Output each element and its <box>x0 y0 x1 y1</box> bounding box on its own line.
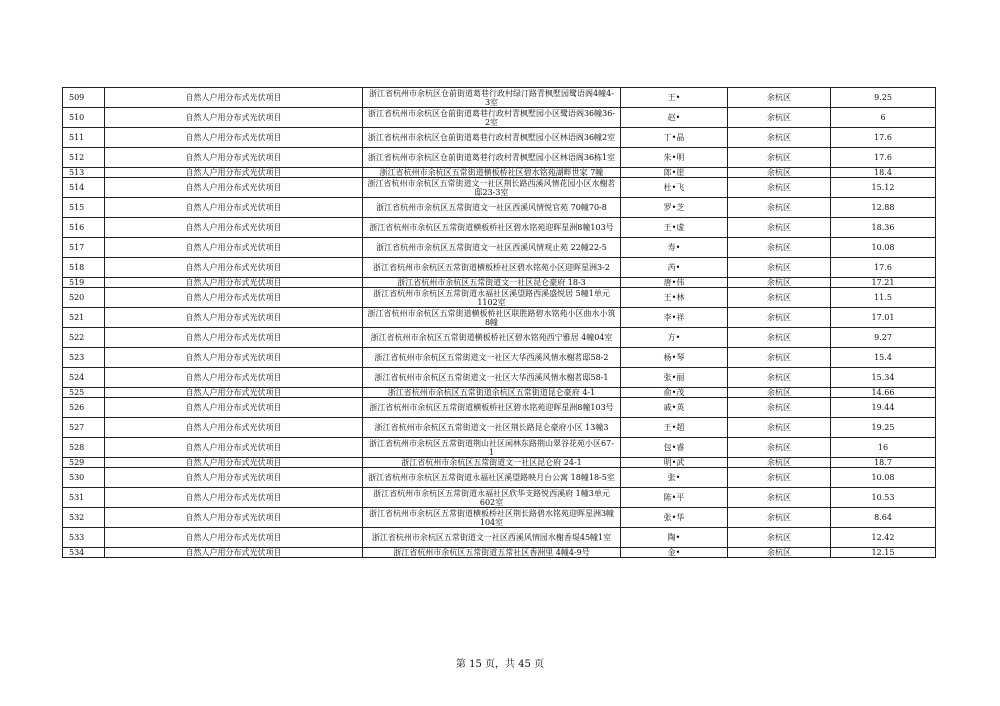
district-cell: 余杭区 <box>728 548 831 558</box>
district-cell: 余杭区 <box>728 288 831 308</box>
owner-name-cell: 张•丽 <box>621 368 728 388</box>
table-row <box>63 528 936 548</box>
district-cell: 余杭区 <box>728 398 831 418</box>
address-cell: 浙江省杭州市余杭区五常街道文一社区荆长路西溪风情花园小区水榭茗邸23-3室 <box>363 178 621 198</box>
owner-name-cell: 俞•茂 <box>621 388 728 398</box>
row-number-cell: 514 <box>63 178 105 198</box>
owner-name-cell: 王•虚 <box>621 218 728 238</box>
district-cell: 余杭区 <box>728 438 831 458</box>
district-cell: 余杭区 <box>728 108 831 128</box>
address-cell: 浙江省杭州市余杭区五常街道横板桥社区碧水铭苑迎晖星洲8幢103号 <box>363 398 621 418</box>
capacity-cell: 15.12 <box>831 178 936 198</box>
project-name-cell: 自然人户用分布式光伏项目 <box>105 548 363 558</box>
capacity-cell: 15.4 <box>831 348 936 368</box>
capacity-cell: 17.6 <box>831 128 936 148</box>
project-name-cell: 自然人户用分布式光伏项目 <box>105 148 363 168</box>
owner-name-cell: 寿• <box>621 238 728 258</box>
table-row <box>63 218 936 238</box>
project-name-cell: 自然人户用分布式光伏项目 <box>105 218 363 238</box>
table-row <box>63 398 936 418</box>
address-cell: 浙江省杭州市余杭区五常街道横板桥社区联胜路碧水铭苑小区曲水小筑8幢 <box>363 308 621 328</box>
capacity-cell: 9.27 <box>831 328 936 348</box>
row-number-cell: 523 <box>63 348 105 368</box>
district-cell: 余杭区 <box>728 128 831 148</box>
row-number-cell: 515 <box>63 198 105 218</box>
row-number-cell: 521 <box>63 308 105 328</box>
project-name-cell: 自然人户用分布式光伏项目 <box>105 438 363 458</box>
row-number-cell: 520 <box>63 288 105 308</box>
district-cell: 余杭区 <box>728 488 831 508</box>
row-number-cell: 510 <box>63 108 105 128</box>
row-number-cell: 527 <box>63 418 105 438</box>
row-number-cell: 519 <box>63 278 105 288</box>
table-row <box>63 438 936 458</box>
address-cell: 浙江省杭州市余杭区五常街道文一社区荆长路昆仑豪府小区 13幢3 <box>363 418 621 438</box>
district-cell: 余杭区 <box>728 528 831 548</box>
table-row <box>63 128 936 148</box>
district-cell: 余杭区 <box>728 328 831 348</box>
owner-name-cell: 包•睿 <box>621 438 728 458</box>
address-cell: 浙江省杭州市余杭区五常街道永福社区欣华支路悦西溪府 1幢3单元602室 <box>363 488 621 508</box>
row-number-cell: 513 <box>63 168 105 178</box>
row-number-cell: 511 <box>63 128 105 148</box>
table-row <box>63 178 936 198</box>
capacity-cell: 10.08 <box>831 468 936 488</box>
project-name-cell: 自然人户用分布式光伏项目 <box>105 108 363 128</box>
row-number-cell: 525 <box>63 388 105 398</box>
table-row <box>63 388 936 398</box>
document-page <box>62 87 935 558</box>
district-cell: 余杭区 <box>728 178 831 198</box>
project-name-cell: 自然人户用分布式光伏项目 <box>105 168 363 178</box>
owner-name-cell: 唐•伟 <box>621 278 728 288</box>
project-name-cell: 自然人户用分布式光伏项目 <box>105 88 363 108</box>
owner-name-cell: 张•华 <box>621 508 728 528</box>
capacity-cell: 12.15 <box>831 548 936 558</box>
capacity-cell: 17.6 <box>831 148 936 168</box>
address-cell: 浙江省杭州市余杭区仓前街道葛巷行政村青枫墅园小区林语阁36栋1室 <box>363 148 621 168</box>
project-name-cell: 自然人户用分布式光伏项目 <box>105 278 363 288</box>
address-cell: 浙江省杭州市余杭区五常街道横板桥社区碧水铭苑迎晖星洲8幢103号 <box>363 218 621 238</box>
table-row <box>63 258 936 278</box>
project-name-cell: 自然人户用分布式光伏项目 <box>105 528 363 548</box>
address-cell: 浙江省杭州市余杭区五常街道横板桥社区荆长路碧水铭苑迎晖星洲3幢104室 <box>363 508 621 528</box>
owner-name-cell: 罗•芝 <box>621 198 728 218</box>
table-row <box>63 278 936 288</box>
district-cell: 余杭区 <box>728 88 831 108</box>
owner-name-cell: 朱•明 <box>621 148 728 168</box>
row-number-cell: 533 <box>63 528 105 548</box>
address-cell: 浙江省杭州市余杭区仓前街道葛巷行政村青枫墅园小区鹭语阁36幢36-2室 <box>363 108 621 128</box>
district-cell: 余杭区 <box>728 348 831 368</box>
owner-name-cell: 王•林 <box>621 288 728 308</box>
capacity-cell: 19.25 <box>831 418 936 438</box>
owner-name-cell: 赵• <box>621 108 728 128</box>
address-cell: 浙江省杭州市余杭区五常街道永福社区溪望路西溪盛悦居 5幢1单元1102室 <box>363 288 621 308</box>
capacity-cell: 18.4 <box>831 168 936 178</box>
row-number-cell: 524 <box>63 368 105 388</box>
address-cell: 浙江省杭州市余杭区五常街道文一社区西溪风情观止苑 22幢22-5 <box>363 238 621 258</box>
row-number-cell: 532 <box>63 508 105 528</box>
owner-name-cell: 王•超 <box>621 418 728 438</box>
table-row <box>63 328 936 348</box>
capacity-cell: 14.66 <box>831 388 936 398</box>
address-cell: 浙江省杭州市余杭区仓前街道葛巷行政村青枫墅园小区林语阁36幢2室 <box>363 128 621 148</box>
table-row <box>63 308 936 328</box>
project-name-cell: 自然人户用分布式光伏项目 <box>105 128 363 148</box>
capacity-cell: 10.08 <box>831 238 936 258</box>
project-name-cell: 自然人户用分布式光伏项目 <box>105 328 363 348</box>
district-cell: 余杭区 <box>728 148 831 168</box>
owner-name-cell: 张• <box>621 468 728 488</box>
district-cell: 余杭区 <box>728 368 831 388</box>
district-cell: 余杭区 <box>728 238 831 258</box>
capacity-cell: 18.36 <box>831 218 936 238</box>
capacity-cell: 15.34 <box>831 368 936 388</box>
row-number-cell: 529 <box>63 458 105 468</box>
table-row <box>63 368 936 388</box>
project-name-cell: 自然人户用分布式光伏项目 <box>105 258 363 278</box>
row-number-cell: 522 <box>63 328 105 348</box>
row-number-cell: 516 <box>63 218 105 238</box>
project-name-cell: 自然人户用分布式光伏项目 <box>105 198 363 218</box>
owner-name-cell: 金• <box>621 548 728 558</box>
table-row <box>63 88 936 108</box>
row-number-cell: 534 <box>63 548 105 558</box>
project-name-cell: 自然人户用分布式光伏项目 <box>105 368 363 388</box>
row-number-cell: 512 <box>63 148 105 168</box>
capacity-cell: 18.7 <box>831 458 936 468</box>
address-cell: 浙江省杭州市余杭区五常街道横板桥社区碧水铭苑小区迎晖星洲3-2 <box>363 258 621 278</box>
capacity-cell: 12.88 <box>831 198 936 218</box>
district-cell: 余杭区 <box>728 258 831 278</box>
table-row <box>63 458 936 468</box>
owner-name-cell: 芮• <box>621 258 728 278</box>
owner-name-cell: 陈•平 <box>621 488 728 508</box>
capacity-cell: 19.44 <box>831 398 936 418</box>
table-row <box>63 108 936 128</box>
project-name-cell: 自然人户用分布式光伏项目 <box>105 458 363 468</box>
row-number-cell: 530 <box>63 468 105 488</box>
table-row <box>63 148 936 168</box>
table-row <box>63 238 936 258</box>
owner-name-cell: 王• <box>621 88 728 108</box>
table-row <box>63 468 936 488</box>
table-row <box>63 418 936 438</box>
table-row <box>63 198 936 218</box>
owner-name-cell: 郎•崖 <box>621 168 728 178</box>
address-cell: 浙江省杭州市余杭区五常街道永福社区溪望路映月台公寓 18幢18-5室 <box>363 468 621 488</box>
table-row <box>63 348 936 368</box>
capacity-cell: 16 <box>831 438 936 458</box>
project-table <box>62 87 936 558</box>
table-row <box>63 548 936 558</box>
district-cell: 余杭区 <box>728 388 831 398</box>
district-cell: 余杭区 <box>728 468 831 488</box>
owner-name-cell: 陶• <box>621 528 728 548</box>
district-cell: 余杭区 <box>728 308 831 328</box>
owner-name-cell: 李•祥 <box>621 308 728 328</box>
project-name-cell: 自然人户用分布式光伏项目 <box>105 488 363 508</box>
capacity-cell: 17.21 <box>831 278 936 288</box>
row-number-cell: 531 <box>63 488 105 508</box>
project-name-cell: 自然人户用分布式光伏项目 <box>105 308 363 328</box>
address-cell: 浙江省杭州市余杭区五常街道五常社区香洲里 4幢4-9号 <box>363 548 621 558</box>
district-cell: 余杭区 <box>728 278 831 288</box>
address-cell: 浙江省杭州市余杭区五常街道文一社区西溪风情园水榭香堤45幢1室 <box>363 528 621 548</box>
project-name-cell: 自然人户用分布式光伏项目 <box>105 288 363 308</box>
capacity-cell: 17.01 <box>831 308 936 328</box>
capacity-cell: 11.5 <box>831 288 936 308</box>
project-name-cell: 自然人户用分布式光伏项目 <box>105 178 363 198</box>
project-name-cell: 自然人户用分布式光伏项目 <box>105 508 363 528</box>
owner-name-cell: 方• <box>621 328 728 348</box>
page-footer: 第 15 页，共 45 页 <box>455 659 545 670</box>
table-row <box>63 508 936 528</box>
owner-name-cell: 杜•飞 <box>621 178 728 198</box>
address-cell: 浙江省杭州市余杭区五常街道荆山社区闲林东路荆山翠谷花苑小区67-1 <box>363 438 621 458</box>
address-cell: 浙江省杭州市余杭区五常街道文一社区西溪风情悦官苑 70幢70-8 <box>363 198 621 218</box>
table-row <box>63 168 936 178</box>
address-cell: 浙江省杭州市余杭区五常街道横板桥社区碧水铭苑湖畔世家 7幢 <box>363 168 621 178</box>
project-name-cell: 自然人户用分布式光伏项目 <box>105 388 363 398</box>
district-cell: 余杭区 <box>728 508 831 528</box>
project-name-cell: 自然人户用分布式光伏项目 <box>105 398 363 418</box>
owner-name-cell: 明•武 <box>621 458 728 468</box>
row-number-cell: 528 <box>63 438 105 458</box>
row-number-cell: 509 <box>63 88 105 108</box>
row-number-cell: 517 <box>63 238 105 258</box>
capacity-cell: 8.64 <box>831 508 936 528</box>
capacity-cell: 10.53 <box>831 488 936 508</box>
district-cell: 余杭区 <box>728 198 831 218</box>
address-cell: 浙江省杭州市余杭区五常街道余杭区五常街道昆仑豪府 4-1 <box>363 388 621 398</box>
capacity-cell: 9.25 <box>831 88 936 108</box>
address-cell: 浙江省杭州市余杭区五常街道文一社区大华西溪风情水榭茗邸58-1 <box>363 368 621 388</box>
project-name-cell: 自然人户用分布式光伏项目 <box>105 468 363 488</box>
row-number-cell: 526 <box>63 398 105 418</box>
district-cell: 余杭区 <box>728 168 831 178</box>
table-row <box>63 288 936 308</box>
district-cell: 余杭区 <box>728 458 831 468</box>
address-cell: 浙江省杭州市余杭区仓前街道葛巷行政村绿汀路青枫墅园鹭语阁4幢4-3室 <box>363 88 621 108</box>
address-cell: 浙江省杭州市余杭区五常街道文一社区大华西溪风情水榭茗邸58-2 <box>363 348 621 368</box>
row-number-cell: 518 <box>63 258 105 278</box>
table-row <box>63 488 936 508</box>
capacity-cell: 6 <box>831 108 936 128</box>
owner-name-cell: 丁•晶 <box>621 128 728 148</box>
owner-name-cell: 杨•琴 <box>621 348 728 368</box>
project-name-cell: 自然人户用分布式光伏项目 <box>105 238 363 258</box>
capacity-cell: 12.42 <box>831 528 936 548</box>
project-name-cell: 自然人户用分布式光伏项目 <box>105 348 363 368</box>
district-cell: 余杭区 <box>728 218 831 238</box>
address-cell: 浙江省杭州市余杭区五常街道横板桥社区碧水铭苑西宁雅居 4幢04室 <box>363 328 621 348</box>
project-name-cell: 自然人户用分布式光伏项目 <box>105 418 363 438</box>
address-cell: 浙江省杭州市余杭区五常街道文一社区昆仑府 24-1 <box>363 458 621 468</box>
capacity-cell: 17.6 <box>831 258 936 278</box>
owner-name-cell: 戚•英 <box>621 398 728 418</box>
district-cell: 余杭区 <box>728 418 831 438</box>
address-cell: 浙江省杭州市余杭区五常街道文一社区昆仑豪府 18-3 <box>363 278 621 288</box>
